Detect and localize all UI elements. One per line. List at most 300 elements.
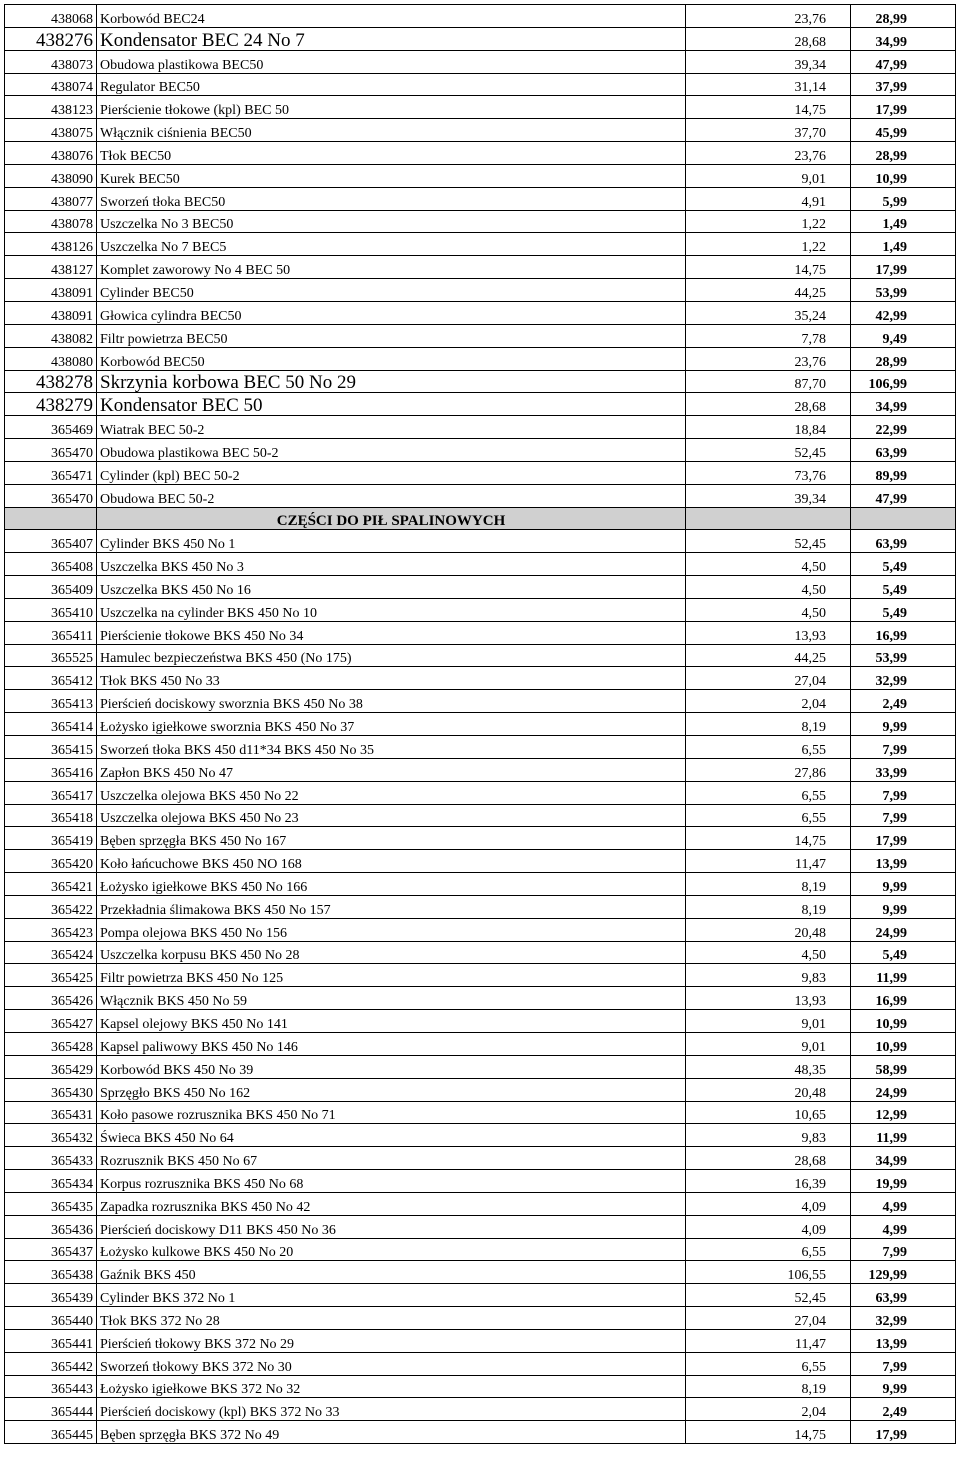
gross-price: 9,99 bbox=[851, 713, 956, 736]
table-row bbox=[5, 1375, 956, 1398]
product-code: 365429 bbox=[5, 1055, 97, 1078]
gross-price: 13,99 bbox=[851, 1329, 956, 1352]
net-price: 39,34 bbox=[686, 50, 851, 73]
section-net-cell bbox=[686, 507, 851, 530]
product-name: Łożysko kulkowe BKS 450 No 20 bbox=[97, 1238, 686, 1261]
table-row bbox=[5, 736, 956, 759]
table-row bbox=[5, 73, 956, 96]
product-name: Tłok BKS 372 No 28 bbox=[97, 1307, 686, 1330]
gross-price: 7,99 bbox=[851, 781, 956, 804]
table-row bbox=[5, 439, 956, 462]
product-name: Łożysko igiełkowe BKS 372 No 32 bbox=[97, 1375, 686, 1398]
table-row bbox=[5, 1398, 956, 1421]
section-header-row bbox=[5, 507, 956, 530]
net-price: 2,04 bbox=[686, 690, 851, 713]
product-name: Cylinder BEC50 bbox=[97, 279, 686, 302]
table-row bbox=[5, 1055, 956, 1078]
product-code: 365420 bbox=[5, 850, 97, 873]
product-code: 438073 bbox=[5, 50, 97, 73]
net-price: 8,19 bbox=[686, 895, 851, 918]
gross-price: 34,99 bbox=[851, 27, 956, 50]
gross-price: 2,49 bbox=[851, 1398, 956, 1421]
product-name: Filtr powietrza BKS 450 No 125 bbox=[97, 964, 686, 987]
product-name: Pompa olejowa BKS 450 No 156 bbox=[97, 918, 686, 941]
product-code: 438091 bbox=[5, 279, 97, 302]
product-name: Koło łańcuchowe BKS 450 NO 168 bbox=[97, 850, 686, 873]
product-code: 365440 bbox=[5, 1307, 97, 1330]
gross-price: 7,99 bbox=[851, 1352, 956, 1375]
product-name: Rozrusznik BKS 450 No 67 bbox=[97, 1147, 686, 1170]
product-name: Uszczelka No 7 BEC5 bbox=[97, 233, 686, 256]
table-row bbox=[5, 713, 956, 736]
table-row bbox=[5, 644, 956, 667]
product-name: Uszczelka olejowa BKS 450 No 23 bbox=[97, 804, 686, 827]
net-price: 1,22 bbox=[686, 210, 851, 233]
product-code: 365422 bbox=[5, 895, 97, 918]
product-code: 438068 bbox=[5, 5, 97, 28]
net-price: 8,19 bbox=[686, 1375, 851, 1398]
product-name: Włącznik ciśnienia BEC50 bbox=[97, 119, 686, 142]
gross-price: 1,49 bbox=[851, 233, 956, 256]
gross-price: 89,99 bbox=[851, 461, 956, 484]
gross-price: 17,99 bbox=[851, 827, 956, 850]
product-code: 365441 bbox=[5, 1329, 97, 1352]
table-row bbox=[5, 256, 956, 279]
net-price: 18,84 bbox=[686, 416, 851, 439]
product-code: 365417 bbox=[5, 781, 97, 804]
gross-price: 10,99 bbox=[851, 164, 956, 187]
product-name: Uszczelka BKS 450 No 16 bbox=[97, 576, 686, 599]
product-name: Gaźnik BKS 450 bbox=[97, 1261, 686, 1284]
net-price: 6,55 bbox=[686, 736, 851, 759]
product-name: Kurek BEC50 bbox=[97, 164, 686, 187]
gross-price: 45,99 bbox=[851, 119, 956, 142]
table-row bbox=[5, 1352, 956, 1375]
product-name: Zapłon BKS 450 No 47 bbox=[97, 758, 686, 781]
product-code: 438278 bbox=[5, 370, 97, 393]
table-row bbox=[5, 393, 956, 416]
table-row bbox=[5, 850, 956, 873]
net-price: 6,55 bbox=[686, 804, 851, 827]
table-row bbox=[5, 1170, 956, 1193]
gross-price: 9,99 bbox=[851, 895, 956, 918]
price-list-table bbox=[4, 4, 956, 1444]
net-price: 37,70 bbox=[686, 119, 851, 142]
net-price: 28,68 bbox=[686, 393, 851, 416]
gross-price: 7,99 bbox=[851, 804, 956, 827]
gross-price: 58,99 bbox=[851, 1055, 956, 1078]
product-code: 365409 bbox=[5, 576, 97, 599]
product-code: 365432 bbox=[5, 1124, 97, 1147]
gross-price: 53,99 bbox=[851, 279, 956, 302]
table-row bbox=[5, 918, 956, 941]
product-code: 438077 bbox=[5, 187, 97, 210]
product-code: 365470 bbox=[5, 484, 97, 507]
product-code: 365413 bbox=[5, 690, 97, 713]
net-price: 52,45 bbox=[686, 1284, 851, 1307]
product-name: Obudowa plastikowa BEC50 bbox=[97, 50, 686, 73]
product-code: 365442 bbox=[5, 1352, 97, 1375]
product-code: 365418 bbox=[5, 804, 97, 827]
product-name: Sworzeń tłoka BKS 450 d11*34 BKS 450 No 35 bbox=[97, 736, 686, 759]
product-code: 365439 bbox=[5, 1284, 97, 1307]
section-code-cell bbox=[5, 507, 97, 530]
product-name: Korbowód BEC50 bbox=[97, 347, 686, 370]
net-price: 20,48 bbox=[686, 918, 851, 941]
net-price: 13,93 bbox=[686, 621, 851, 644]
table-row bbox=[5, 576, 956, 599]
product-code: 365411 bbox=[5, 621, 97, 644]
net-price: 7,78 bbox=[686, 324, 851, 347]
net-price: 16,39 bbox=[686, 1170, 851, 1193]
table-row bbox=[5, 553, 956, 576]
table-row bbox=[5, 781, 956, 804]
gross-price: 53,99 bbox=[851, 644, 956, 667]
net-price: 9,01 bbox=[686, 164, 851, 187]
product-code: 438078 bbox=[5, 210, 97, 233]
net-price: 4,91 bbox=[686, 187, 851, 210]
product-name: Koło pasowe rozrusznika BKS 450 No 71 bbox=[97, 1101, 686, 1124]
gross-price: 10,99 bbox=[851, 1010, 956, 1033]
product-code: 438123 bbox=[5, 96, 97, 119]
gross-price: 28,99 bbox=[851, 347, 956, 370]
product-code: 365424 bbox=[5, 941, 97, 964]
table-row bbox=[5, 964, 956, 987]
section-gross-cell bbox=[851, 507, 956, 530]
gross-price: 12,99 bbox=[851, 1101, 956, 1124]
product-code: 365433 bbox=[5, 1147, 97, 1170]
gross-price: 63,99 bbox=[851, 439, 956, 462]
net-price: 106,55 bbox=[686, 1261, 851, 1284]
product-code: 365415 bbox=[5, 736, 97, 759]
product-name: Pierścień dociskowy D11 BKS 450 No 36 bbox=[97, 1215, 686, 1238]
product-code: 438090 bbox=[5, 164, 97, 187]
table-row bbox=[5, 1078, 956, 1101]
product-code: 438276 bbox=[5, 27, 97, 50]
product-code: 365410 bbox=[5, 598, 97, 621]
net-price: 31,14 bbox=[686, 73, 851, 96]
net-price: 23,76 bbox=[686, 142, 851, 165]
table-row bbox=[5, 1124, 956, 1147]
table-row bbox=[5, 1261, 956, 1284]
gross-price: 42,99 bbox=[851, 301, 956, 324]
net-price: 20,48 bbox=[686, 1078, 851, 1101]
net-price: 4,09 bbox=[686, 1192, 851, 1215]
product-name: Hamulec bezpieczeństwa BKS 450 (No 175) bbox=[97, 644, 686, 667]
gross-price: 16,99 bbox=[851, 621, 956, 644]
table-row bbox=[5, 1192, 956, 1215]
table-row bbox=[5, 667, 956, 690]
product-code: 365419 bbox=[5, 827, 97, 850]
product-name: Sworzeń tłoka BEC50 bbox=[97, 187, 686, 210]
net-price: 14,75 bbox=[686, 827, 851, 850]
table-row bbox=[5, 27, 956, 50]
gross-price: 5,49 bbox=[851, 553, 956, 576]
product-code: 365427 bbox=[5, 1010, 97, 1033]
net-price: 9,83 bbox=[686, 964, 851, 987]
table-row bbox=[5, 1010, 956, 1033]
product-name: Przekładnia ślimakowa BKS 450 No 157 bbox=[97, 895, 686, 918]
net-price: 9,01 bbox=[686, 1032, 851, 1055]
product-name: Tłok BEC50 bbox=[97, 142, 686, 165]
product-name: Pierścienie tłokowe BKS 450 No 34 bbox=[97, 621, 686, 644]
net-price: 4,50 bbox=[686, 941, 851, 964]
product-code: 365408 bbox=[5, 553, 97, 576]
gross-price: 33,99 bbox=[851, 758, 956, 781]
gross-price: 1,49 bbox=[851, 210, 956, 233]
product-code: 365423 bbox=[5, 918, 97, 941]
product-name: Kondensator BEC 24 No 7 bbox=[97, 27, 686, 50]
table-row bbox=[5, 416, 956, 439]
net-price: 23,76 bbox=[686, 347, 851, 370]
product-name: Głowica cylindra BEC50 bbox=[97, 301, 686, 324]
product-code: 365445 bbox=[5, 1421, 97, 1444]
table-row bbox=[5, 50, 956, 73]
table-row bbox=[5, 758, 956, 781]
product-code: 365438 bbox=[5, 1261, 97, 1284]
product-code: 365443 bbox=[5, 1375, 97, 1398]
net-price: 6,55 bbox=[686, 1238, 851, 1261]
gross-price: 2,49 bbox=[851, 690, 956, 713]
table-row bbox=[5, 1307, 956, 1330]
product-name: Korpus rozrusznika BKS 450 No 68 bbox=[97, 1170, 686, 1193]
gross-price: 24,99 bbox=[851, 1078, 956, 1101]
table-row bbox=[5, 96, 956, 119]
product-code: 438127 bbox=[5, 256, 97, 279]
gross-price: 32,99 bbox=[851, 1307, 956, 1330]
table-row bbox=[5, 1238, 956, 1261]
net-price: 27,04 bbox=[686, 1307, 851, 1330]
net-price: 9,01 bbox=[686, 1010, 851, 1033]
table-row bbox=[5, 530, 956, 553]
price-list-body bbox=[5, 5, 956, 1444]
net-price: 4,50 bbox=[686, 553, 851, 576]
product-name: Łożysko igiełkowe BKS 450 No 166 bbox=[97, 873, 686, 896]
product-name: Łożysko igiełkowe sworznia BKS 450 No 37 bbox=[97, 713, 686, 736]
table-row bbox=[5, 690, 956, 713]
table-row bbox=[5, 119, 956, 142]
table-row bbox=[5, 827, 956, 850]
gross-price: 24,99 bbox=[851, 918, 956, 941]
net-price: 1,22 bbox=[686, 233, 851, 256]
net-price: 4,50 bbox=[686, 598, 851, 621]
product-code: 438279 bbox=[5, 393, 97, 416]
product-code: 365444 bbox=[5, 1398, 97, 1421]
gross-price: 9,99 bbox=[851, 873, 956, 896]
gross-price: 47,99 bbox=[851, 50, 956, 73]
net-price: 13,93 bbox=[686, 987, 851, 1010]
product-code: 438126 bbox=[5, 233, 97, 256]
net-price: 48,35 bbox=[686, 1055, 851, 1078]
product-name: Zapadka rozrusznika BKS 450 No 42 bbox=[97, 1192, 686, 1215]
table-row bbox=[5, 873, 956, 896]
gross-price: 9,99 bbox=[851, 1375, 956, 1398]
table-row bbox=[5, 621, 956, 644]
product-name: Kondensator BEC 50 bbox=[97, 393, 686, 416]
gross-price: 7,99 bbox=[851, 1238, 956, 1261]
net-price: 9,83 bbox=[686, 1124, 851, 1147]
table-row bbox=[5, 1032, 956, 1055]
net-price: 27,86 bbox=[686, 758, 851, 781]
product-code: 438091 bbox=[5, 301, 97, 324]
product-code: 365421 bbox=[5, 873, 97, 896]
product-name: Komplet zaworowy No 4 BEC 50 bbox=[97, 256, 686, 279]
table-row bbox=[5, 987, 956, 1010]
product-name: Wiatrak BEC 50-2 bbox=[97, 416, 686, 439]
product-name: Cylinder BKS 450 No 1 bbox=[97, 530, 686, 553]
product-code: 365407 bbox=[5, 530, 97, 553]
product-name: Pierścienie tłokowe (kpl) BEC 50 bbox=[97, 96, 686, 119]
net-price: 14,75 bbox=[686, 96, 851, 119]
net-price: 39,34 bbox=[686, 484, 851, 507]
table-row bbox=[5, 324, 956, 347]
gross-price: 17,99 bbox=[851, 96, 956, 119]
product-name: Uszczelka korpusu BKS 450 No 28 bbox=[97, 941, 686, 964]
net-price: 52,45 bbox=[686, 439, 851, 462]
product-name: Pierścień dociskowy sworznia BKS 450 No 38 bbox=[97, 690, 686, 713]
gross-price: 7,99 bbox=[851, 736, 956, 759]
gross-price: 17,99 bbox=[851, 256, 956, 279]
product-code: 365437 bbox=[5, 1238, 97, 1261]
product-code: 365471 bbox=[5, 461, 97, 484]
gross-price: 5,99 bbox=[851, 187, 956, 210]
product-code: 365428 bbox=[5, 1032, 97, 1055]
gross-price: 34,99 bbox=[851, 1147, 956, 1170]
table-row bbox=[5, 279, 956, 302]
product-code: 365414 bbox=[5, 713, 97, 736]
product-code: 438075 bbox=[5, 119, 97, 142]
net-price: 8,19 bbox=[686, 873, 851, 896]
product-code: 365469 bbox=[5, 416, 97, 439]
table-row bbox=[5, 1215, 956, 1238]
gross-price: 28,99 bbox=[851, 142, 956, 165]
table-row bbox=[5, 233, 956, 256]
product-name: Uszczelka na cylinder BKS 450 No 10 bbox=[97, 598, 686, 621]
product-name: Skrzynia korbowa BEC 50 No 29 bbox=[97, 370, 686, 393]
product-code: 365434 bbox=[5, 1170, 97, 1193]
table-row bbox=[5, 164, 956, 187]
product-code: 438076 bbox=[5, 142, 97, 165]
product-code: 365426 bbox=[5, 987, 97, 1010]
net-price: 11,47 bbox=[686, 850, 851, 873]
gross-price: 63,99 bbox=[851, 1284, 956, 1307]
gross-price: 28,99 bbox=[851, 5, 956, 28]
gross-price: 4,99 bbox=[851, 1192, 956, 1215]
gross-price: 63,99 bbox=[851, 530, 956, 553]
product-code: 438080 bbox=[5, 347, 97, 370]
product-name: Filtr powietrza BEC50 bbox=[97, 324, 686, 347]
table-row bbox=[5, 187, 956, 210]
product-name: Korbowód BKS 450 No 39 bbox=[97, 1055, 686, 1078]
product-name: Cylinder BKS 372 No 1 bbox=[97, 1284, 686, 1307]
product-name: Świeca BKS 450 No 64 bbox=[97, 1124, 686, 1147]
net-price: 4,50 bbox=[686, 576, 851, 599]
gross-price: 10,99 bbox=[851, 1032, 956, 1055]
table-row bbox=[5, 941, 956, 964]
table-row bbox=[5, 347, 956, 370]
gross-price: 11,99 bbox=[851, 1124, 956, 1147]
product-code: 365416 bbox=[5, 758, 97, 781]
gross-price: 47,99 bbox=[851, 484, 956, 507]
net-price: 73,76 bbox=[686, 461, 851, 484]
net-price: 10,65 bbox=[686, 1101, 851, 1124]
table-row bbox=[5, 370, 956, 393]
gross-price: 34,99 bbox=[851, 393, 956, 416]
net-price: 35,24 bbox=[686, 301, 851, 324]
product-name: Cylinder (kpl) BEC 50-2 bbox=[97, 461, 686, 484]
product-name: Kapsel paliwowy BKS 450 No 146 bbox=[97, 1032, 686, 1055]
product-code: 438082 bbox=[5, 324, 97, 347]
product-name: Uszczelka olejowa BKS 450 No 22 bbox=[97, 781, 686, 804]
net-price: 2,04 bbox=[686, 1398, 851, 1421]
product-name: Sprzęgło BKS 450 No 162 bbox=[97, 1078, 686, 1101]
product-name: Kapsel olejowy BKS 450 No 141 bbox=[97, 1010, 686, 1033]
product-name: Tłok BKS 450 No 33 bbox=[97, 667, 686, 690]
table-row bbox=[5, 1147, 956, 1170]
product-name: Uszczelka BKS 450 No 3 bbox=[97, 553, 686, 576]
table-row bbox=[5, 301, 956, 324]
gross-price: 16,99 bbox=[851, 987, 956, 1010]
net-price: 14,75 bbox=[686, 1421, 851, 1444]
net-price: 8,19 bbox=[686, 713, 851, 736]
product-code: 365470 bbox=[5, 439, 97, 462]
gross-price: 11,99 bbox=[851, 964, 956, 987]
net-price: 28,68 bbox=[686, 1147, 851, 1170]
product-name: Obudowa plastikowa BEC 50-2 bbox=[97, 439, 686, 462]
product-code: 365525 bbox=[5, 644, 97, 667]
gross-price: 9,49 bbox=[851, 324, 956, 347]
net-price: 87,70 bbox=[686, 370, 851, 393]
table-row bbox=[5, 5, 956, 28]
net-price: 6,55 bbox=[686, 781, 851, 804]
table-row bbox=[5, 461, 956, 484]
product-name: Regulator BEC50 bbox=[97, 73, 686, 96]
product-name: Pierścień dociskowy (kpl) BKS 372 No 33 bbox=[97, 1398, 686, 1421]
gross-price: 106,99 bbox=[851, 370, 956, 393]
product-name: Obudowa BEC 50-2 bbox=[97, 484, 686, 507]
table-row bbox=[5, 804, 956, 827]
product-name: Bęben sprzęgła BKS 372 No 49 bbox=[97, 1421, 686, 1444]
gross-price: 32,99 bbox=[851, 667, 956, 690]
net-price: 52,45 bbox=[686, 530, 851, 553]
product-code: 365435 bbox=[5, 1192, 97, 1215]
product-code: 365425 bbox=[5, 964, 97, 987]
table-row bbox=[5, 210, 956, 233]
gross-price: 13,99 bbox=[851, 850, 956, 873]
gross-price: 17,99 bbox=[851, 1421, 956, 1444]
table-row bbox=[5, 484, 956, 507]
gross-price: 4,99 bbox=[851, 1215, 956, 1238]
net-price: 11,47 bbox=[686, 1329, 851, 1352]
product-name: Pierścień tłokowy BKS 372 No 29 bbox=[97, 1329, 686, 1352]
table-row bbox=[5, 142, 956, 165]
gross-price: 5,49 bbox=[851, 941, 956, 964]
gross-price: 5,49 bbox=[851, 598, 956, 621]
net-price: 23,76 bbox=[686, 5, 851, 28]
gross-price: 22,99 bbox=[851, 416, 956, 439]
gross-price: 129,99 bbox=[851, 1261, 956, 1284]
net-price: 4,09 bbox=[686, 1215, 851, 1238]
table-row bbox=[5, 895, 956, 918]
product-name: Sworzeń tłokowy BKS 372 No 30 bbox=[97, 1352, 686, 1375]
net-price: 27,04 bbox=[686, 667, 851, 690]
net-price: 6,55 bbox=[686, 1352, 851, 1375]
gross-price: 5,49 bbox=[851, 576, 956, 599]
product-name: Bęben sprzęgła BKS 450 No 167 bbox=[97, 827, 686, 850]
net-price: 14,75 bbox=[686, 256, 851, 279]
product-code: 365430 bbox=[5, 1078, 97, 1101]
table-row bbox=[5, 1421, 956, 1444]
